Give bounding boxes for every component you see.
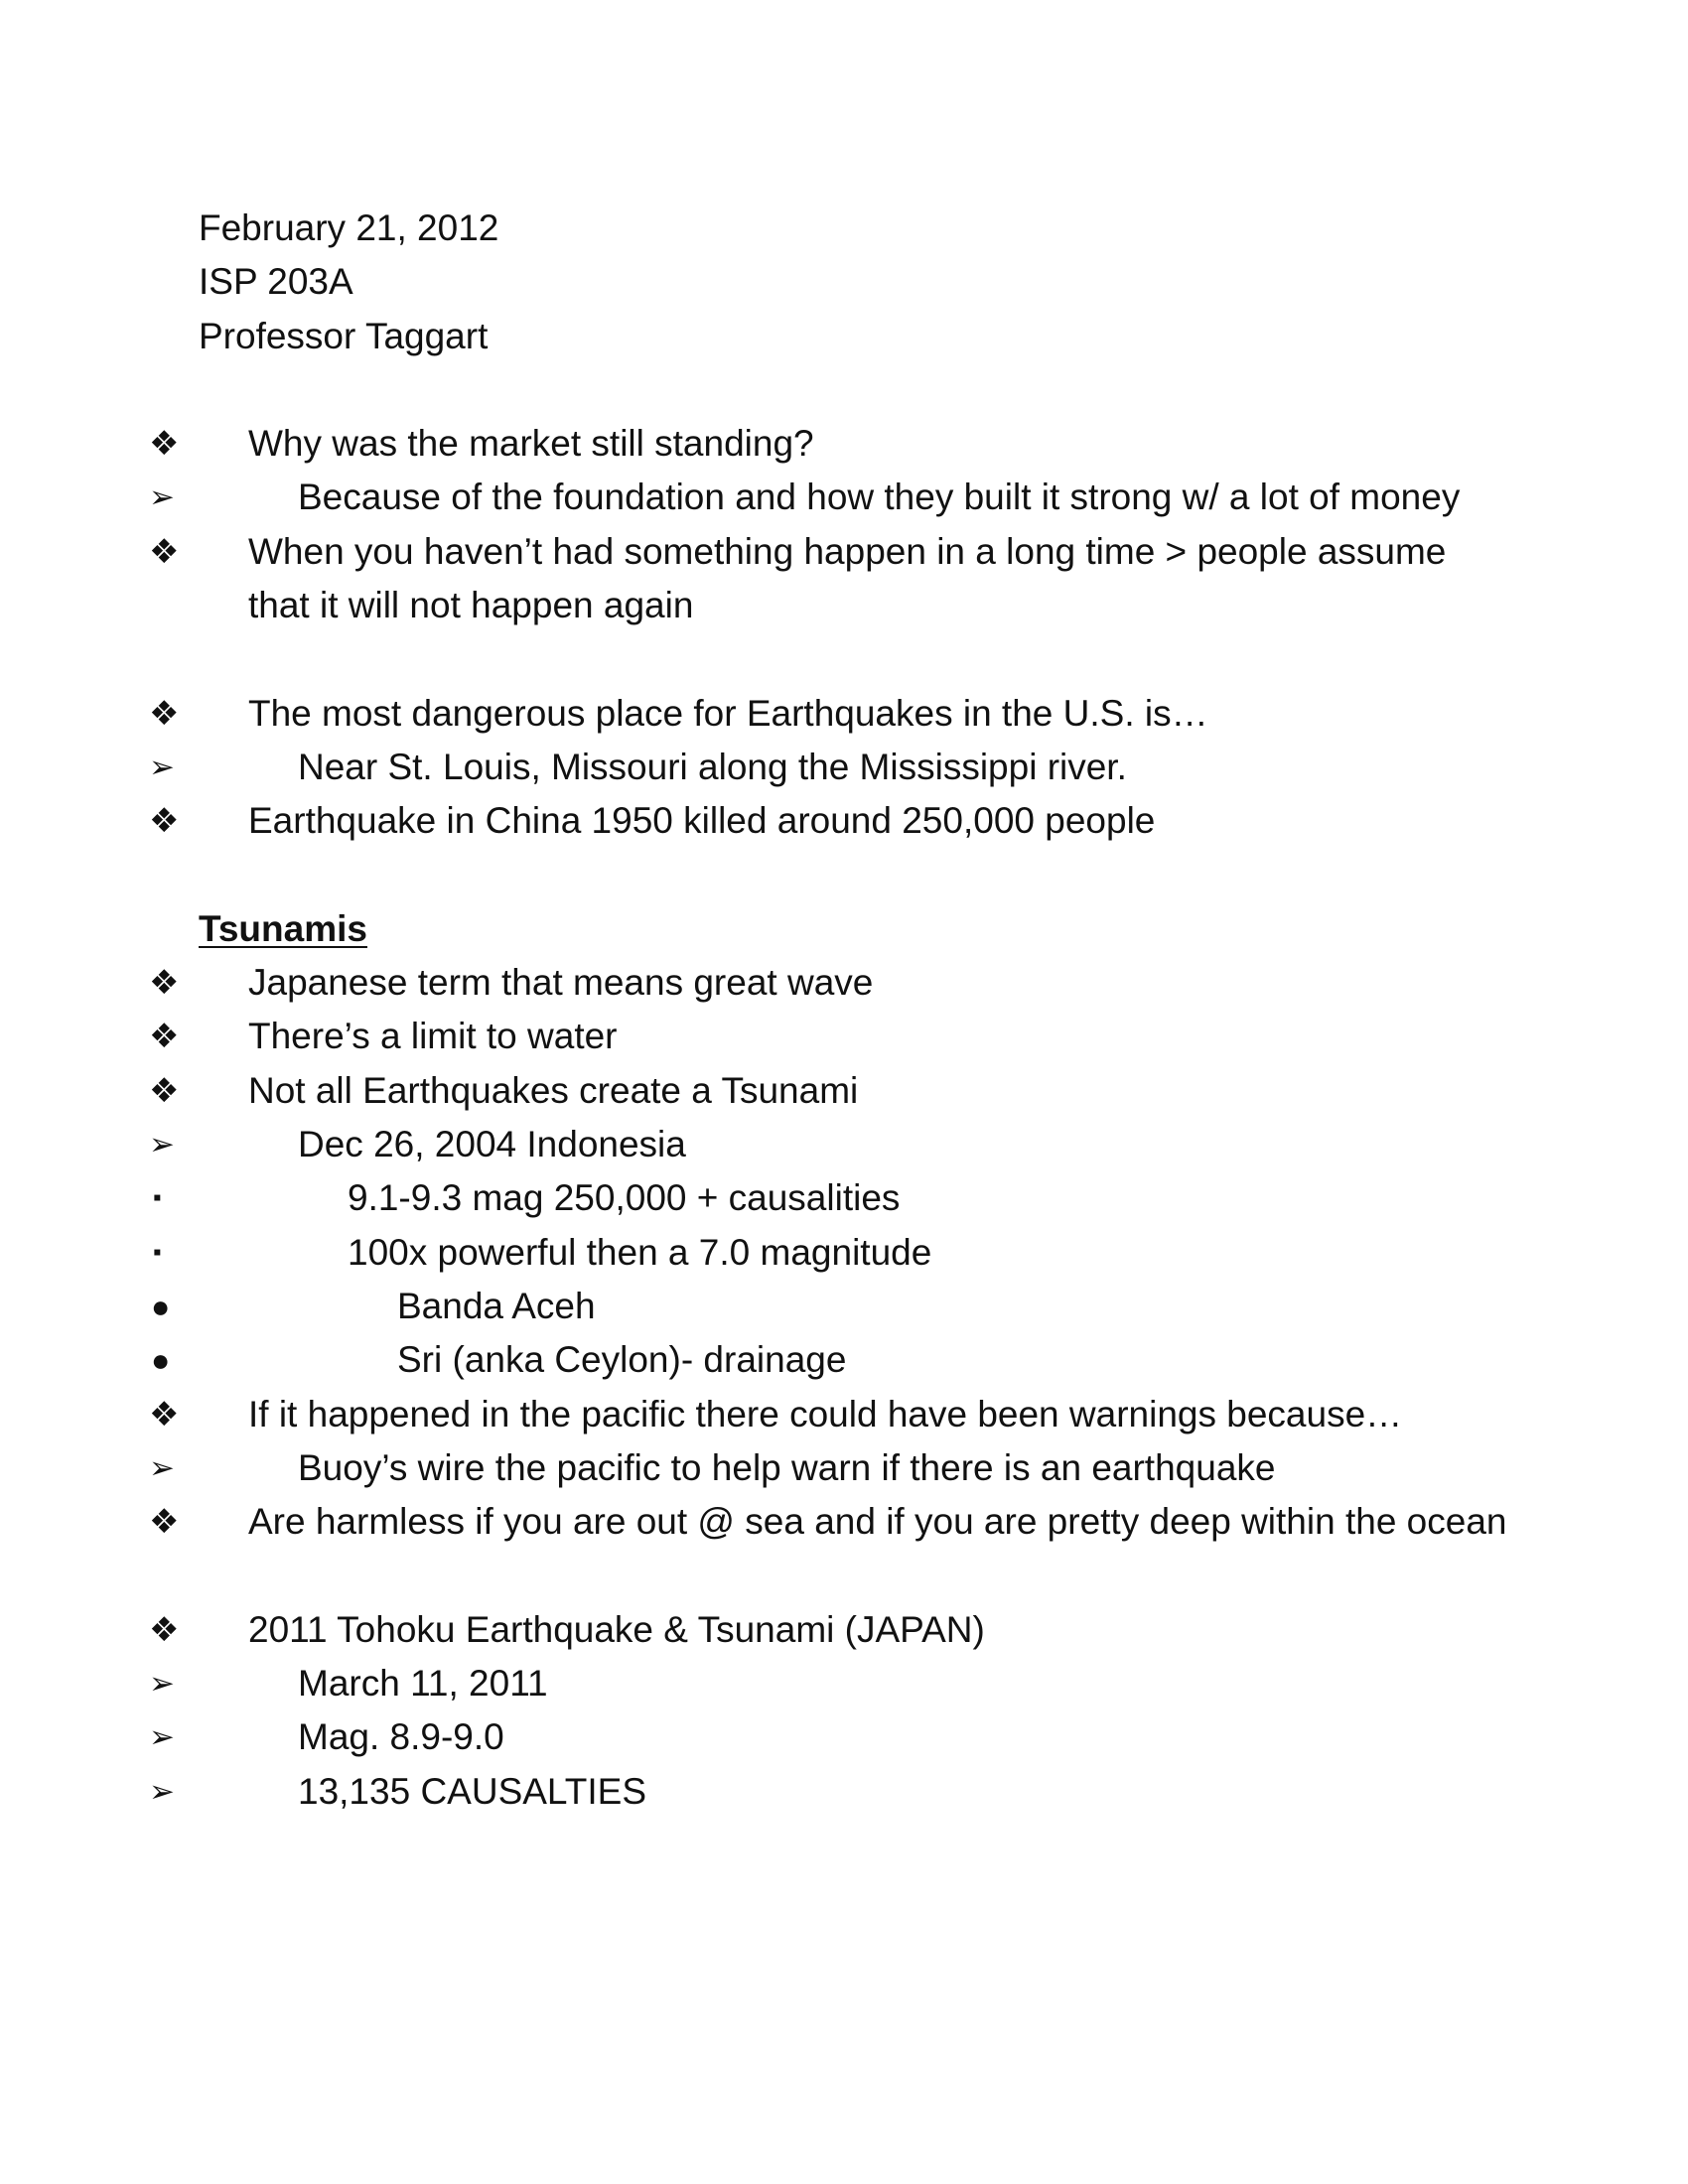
dot-bullet-icon: ● (151, 1342, 171, 1379)
list-item (149, 525, 1509, 633)
list-item (149, 471, 1509, 524)
bullet-text: Are harmless if you are out @ sea and if you are pretty deep within the ocean (248, 1501, 1507, 1543)
list-item (149, 1603, 1509, 1657)
diamond-bullet-icon: ❖ (149, 1610, 180, 1649)
bullet-text: Because of the foundation and how they built it strong w/ a lot of money (298, 477, 1461, 518)
list-item (149, 1657, 1509, 1710)
bullet-text: March 11, 2011 (298, 1663, 548, 1705)
list-item (149, 741, 1509, 794)
list-item (149, 687, 1509, 741)
diamond-bullet-icon: ❖ (149, 425, 180, 464)
professor-name: Professor Taggart (199, 315, 489, 356)
bullet-text: Buoy’s wire the pacific to help warn if there is an earthquake (298, 1446, 1276, 1488)
bullet-text: 9.1-9.3 mag 250,000 + causalities (348, 1177, 901, 1219)
bullet-text: 2011 Tohoku Earthquake & Tsunami (JAPAN) (248, 1608, 985, 1650)
list-item (153, 1226, 1509, 1280)
section-heading-tsunamis: Tsunamis (199, 907, 367, 949)
bullet-text: There’s a limit to water (248, 1016, 618, 1057)
list-item (149, 794, 1509, 848)
diamond-bullet-icon: ❖ (149, 1503, 180, 1542)
arrow-bullet-icon: ➢ (149, 1666, 175, 1702)
list-item (151, 1333, 1509, 1387)
spacer (199, 849, 1509, 902)
arrow-bullet-icon: ➢ (149, 1127, 175, 1162)
bullet-text: When you haven’t had something happen in a long time > people assume that it will not happen again (248, 530, 1447, 626)
bullet-text: Not all Earthquakes create a Tsunami (248, 1069, 859, 1111)
square-bullet-icon: ▪ (153, 1238, 162, 1266)
bullet-text: Dec 26, 2004 Indonesia (298, 1124, 686, 1165)
bullet-text: 100x powerful then a 7.0 magnitude (348, 1231, 932, 1273)
bullet-text: 13,135 CAUSALTIES (298, 1770, 646, 1812)
diamond-bullet-icon: ❖ (149, 964, 180, 1003)
diamond-bullet-icon: ❖ (149, 1071, 180, 1110)
bullet-text: Japanese term that means great wave (248, 962, 874, 1004)
bullet-text: Banda Aceh (397, 1285, 596, 1326)
list-item (149, 417, 1509, 471)
bullet-text: If it happened in the pacific there could have been warnings because… (248, 1393, 1403, 1434)
spacer (199, 1549, 1509, 1602)
bullet-text: The most dangerous place for Earthquakes in the U.S. is… (248, 692, 1208, 734)
list-item (149, 1495, 1509, 1549)
arrow-bullet-icon: ➢ (149, 1719, 175, 1755)
list-item (149, 1010, 1509, 1063)
bullet-text: Near St. Louis, Missouri along the Mississippi river. (298, 746, 1127, 787)
bullet-text: Why was the market still standing? (248, 423, 814, 465)
diamond-bullet-icon: ❖ (149, 1395, 180, 1433)
diamond-bullet-icon: ❖ (149, 1018, 180, 1056)
spacer (199, 363, 1509, 417)
list-item (149, 1118, 1509, 1171)
diamond-bullet-icon: ❖ (149, 532, 180, 571)
list-item (149, 1765, 1509, 1819)
spacer (199, 632, 1509, 686)
note-date: February 21, 2012 (199, 207, 499, 248)
dot-bullet-icon: ● (151, 1288, 171, 1324)
arrow-bullet-icon: ➢ (149, 479, 175, 515)
list-item (149, 1441, 1509, 1495)
bullet-text: Earthquake in China 1950 killed around 250,000 people (248, 800, 1156, 842)
diamond-bullet-icon: ❖ (149, 694, 180, 733)
arrow-bullet-icon: ➢ (149, 1449, 175, 1485)
square-bullet-icon: ▪ (153, 1184, 162, 1212)
bullet-text: Sri (anka Ceylon)- drainage (397, 1339, 847, 1381)
list-item (149, 1064, 1509, 1118)
arrow-bullet-icon: ➢ (149, 1773, 175, 1809)
document-page (149, 202, 1509, 1819)
diamond-bullet-icon: ❖ (149, 802, 180, 841)
list-item (153, 1171, 1509, 1225)
list-item (149, 1710, 1509, 1764)
list-item (151, 1280, 1509, 1333)
bullet-text: Mag. 8.9-9.0 (298, 1716, 504, 1758)
list-item (149, 956, 1509, 1010)
course-code: ISP 203A (199, 261, 353, 303)
list-item (149, 1388, 1509, 1441)
arrow-bullet-icon: ➢ (149, 749, 175, 784)
